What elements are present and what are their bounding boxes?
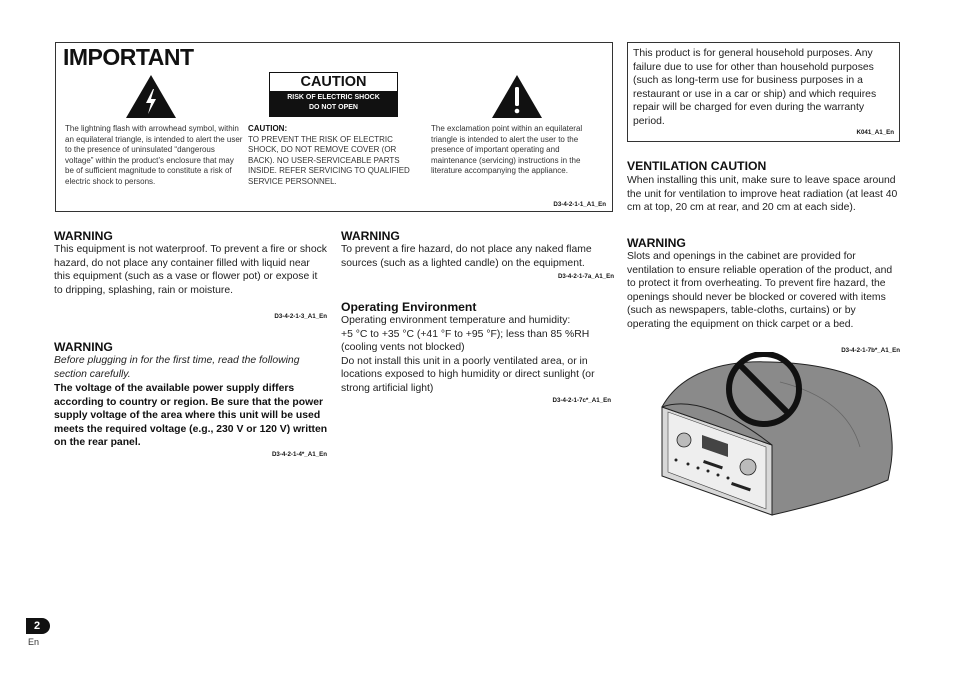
exclamation-warning-icon <box>491 74 543 119</box>
caution-description <box>248 124 420 188</box>
caution-label-sub2: DO NOT OPEN <box>308 104 358 111</box>
exclamation-description: The exclamation point within an equilateral triangle is intended to alert the user to the presence of important operating and maintenance (servicing) instructions in the literature accompanying the appliance. <box>431 124 583 176</box>
page-number-tab <box>26 618 50 634</box>
warning-voltage-text: The voltage of the available power supply differs according to country or region. Be sure that the power supply voltage of the area where this unit will be used meets the required voltage (e.g., 230 V or 120 V) written on the rear panel. <box>54 383 328 448</box>
important-code: D3-4-2-1-1_A1_En <box>553 201 606 208</box>
warning-waterproof-code: D3-4-2-1-3_A1_En <box>274 313 327 320</box>
operating-code: D3-4-2-1-7c*_A1_En <box>552 397 611 404</box>
lightning-warning-icon <box>125 74 177 119</box>
household-purpose-text: This product is for general household purposes. Any failure due to use for other than household purposes (such as long-term use for business purposes in a restaurant or use in a car or ship) and which requires repair will be charged for even during the warranty period. <box>633 48 877 127</box>
operating-line3: Do not install this unit in a poorly ventilated area, or in locations exposed to high humidity or direct sunlight (or strong artificial light) <box>341 355 595 394</box>
caution-label <box>269 72 398 117</box>
operating-line1: Operating environment temperature and humidity: <box>341 315 571 326</box>
warning-voltage-intro: Before plugging in for the first time, read the following section carefully. <box>54 355 300 380</box>
household-purpose-code: K041_A1_En <box>856 129 894 136</box>
warning-waterproof-text: This equipment is not waterproof. To prevent a fire or shock hazard, do not place any container filled with liquid near this equipment (such as a vase or flower pot) or expose it to dripping, splashing, rain or moisture. <box>54 244 327 296</box>
caution-text: TO PREVENT THE RISK OF ELECTRIC SHOCK, DO NOT REMOVE COVER (OR BACK). NO USER-SERVICEABLE PARTS INSIDE. REFER SERVICING TO QUALIFIED SERVICE PERSONNEL. <box>248 134 410 186</box>
operating-text <box>341 314 614 395</box>
important-title: IMPORTANT <box>63 44 194 70</box>
language-label: En <box>28 637 40 647</box>
operating-heading: Operating Environment <box>341 300 477 314</box>
warning-slots-code: D3-4-2-1-7b*_A1_En <box>841 347 900 354</box>
warning-heading: WARNING <box>54 340 113 354</box>
warning-heading: WARNING <box>627 236 686 250</box>
caution-label-band <box>270 91 397 116</box>
page-number: 2 <box>33 620 41 632</box>
warning-flame-text: To prevent a fire hazard, do not place any naked flame sources (such as a lighted candle) on the equipment. <box>341 244 592 269</box>
covered-receiver-illustration <box>660 352 905 522</box>
warning-heading: WARNING <box>54 229 113 243</box>
warning-heading: WARNING <box>341 229 400 243</box>
caution-label-sub1: RISK OF ELECTRIC SHOCK <box>287 94 380 101</box>
operating-line2: +5 °C to +35 °C (+41 °F to +95 °F); less than 85 %RH (cooling vents not blocked) <box>341 328 590 353</box>
warning-voltage-code: D3-4-2-1-4*_A1_En <box>271 451 327 458</box>
ventilation-heading: VENTILATION CAUTION <box>627 159 767 173</box>
warning-slots-text: Slots and openings in the cabinet are provided for ventilation to ensure reliable operation of the product, and to protect it from overheating. To prevent fire hazard, the openings should never be blocked or covered with items (such as newspapers, table-cloths, curtains) or by operating the equipment on thick carpet or a bed. <box>627 251 893 330</box>
caution-label-title: CAUTION <box>300 74 367 90</box>
ventilation-text: When installing this unit, make sure to leave space around the unit for ventilation to improve heat radiation (at least 40 cm at top, 20 cm at rear, and 20 cm at each side). <box>627 175 898 213</box>
lightning-description: The lightning flash with arrowhead symbol, within an equilateral triangle, is intended to alert the user to the presence of uninsulated “dangerous voltage” within the product’s enclosure that may be of sufficient magnitude to constitute a risk of electric shock to persons. <box>65 124 243 186</box>
warning-flame-code: D3-4-2-1-7a_A1_En <box>557 273 614 280</box>
caution-heading: CAUTION: <box>248 124 288 133</box>
